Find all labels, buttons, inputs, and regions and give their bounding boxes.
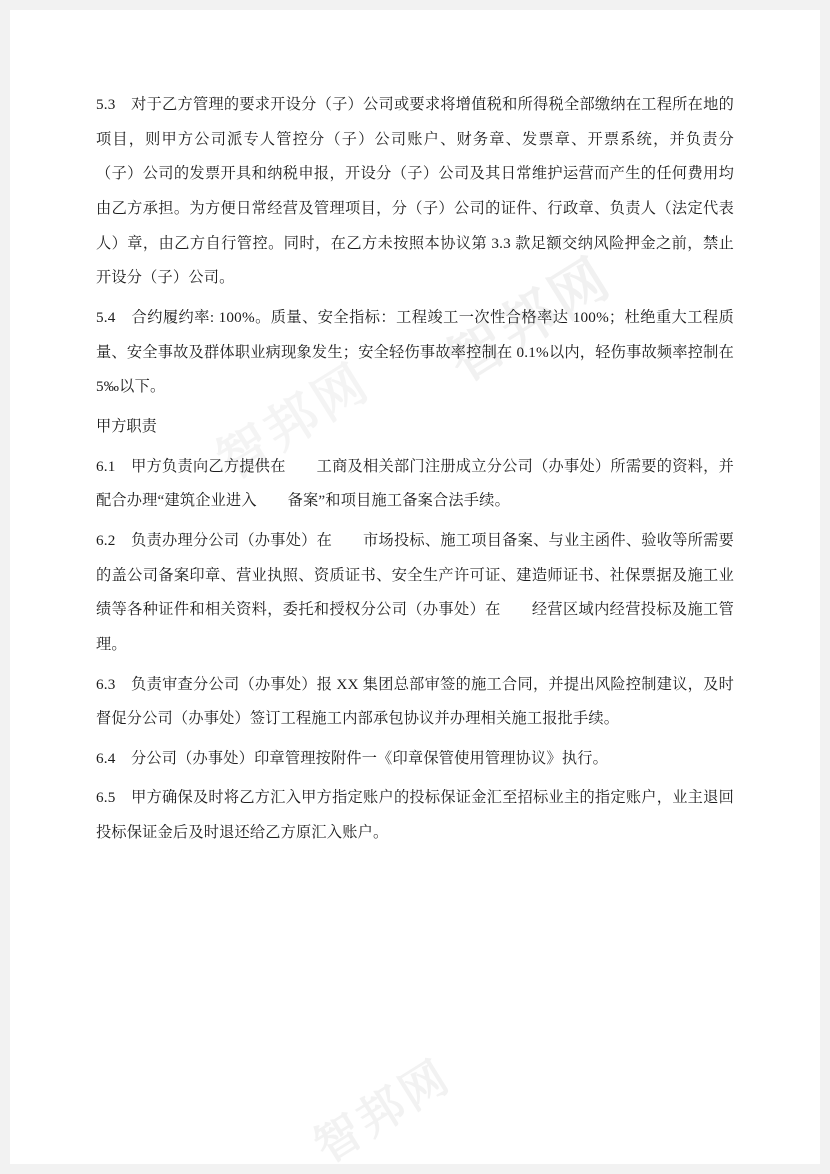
page-edge-bottom — [0, 1164, 830, 1174]
watermark-text: 智邦网 — [436, 244, 623, 394]
paragraph-6-1: 6.1 甲方负责向乙方提供在 工商及相关部门注册成立分公司（办事处）所需要的资料，并配合办理“建筑企业进入 备案”和项目施工备案合法手续。 — [96, 457, 734, 510]
paragraph-6-5: 6.5 甲方确保及时将乙方汇入甲方指定账户的投标保证金汇至招标业主的指定账户，业主退回投标保证金后及时退还给乙方原汇入账户。 — [96, 789, 734, 842]
watermark-text: 智邦网 — [305, 1048, 461, 1173]
paragraph-5-4: 5.4 合约履约率: 100%。质量、安全指标：工程竣工一次性合格率达 100%；杜绝重大工程质量、安全事故及群体职业病现象发生；安全轻伤事故率控制在 0.1%以内，轻伤事故频率控制在 5‰以下。 — [96, 308, 738, 396]
page-edge-top — [0, 0, 830, 10]
paragraph-6-3: 6.3 负责审查分公司（办事处）报 XX 集团总部审签的施工合同，并提出风险控制建议，及时督促分公司（办事处）签订工程施工内部承包协议并办理相关施工报批手续。 — [96, 675, 734, 728]
paragraph-6-4: 6.4 分公司（办事处）印章管理按附件一《印章保管使用管理协议》执行。 — [96, 749, 608, 767]
section-heading-party-a-duties: 甲方职责 — [96, 417, 157, 435]
paragraph-5-3: 5.3 对于乙方管理的要求开设分（子）公司或要求将增值税和所得税全部缴纳在工程所在地的项目，则甲方公司派专人管控分（子）公司账户、财务章、发票章、开票系统，并负责分（子）公司的发票开具和纳税申报，开设分（子）公司及其日常维护运营而产生的任何费用均由乙方承担。为方便日常经营及管理项目，分（子）公司的证件、行政章、负责人（法定代表人）章，由乙方自行管控。同时，在乙方未按照本协议第 3.3 款足额交纳风险押金之前，禁止开设分（子）公司。 — [96, 96, 734, 287]
document-body — [96, 88, 738, 853]
paragraph-6-2: 6.2 负责办理分公司（办事处）在 市场投标、施工项目备案、与业主函件、验收等所需要的盖公司备案印章、营业执照、资质证书、安全生产许可证、建造师证书、社保票据及施工业绩等各种证件和相关资料，委托和授权分公司（办事处）在 经营区域内经营投标及施工管理。 — [96, 531, 734, 653]
page-edge-left — [0, 0, 10, 1174]
page-edge-right — [820, 0, 830, 1174]
